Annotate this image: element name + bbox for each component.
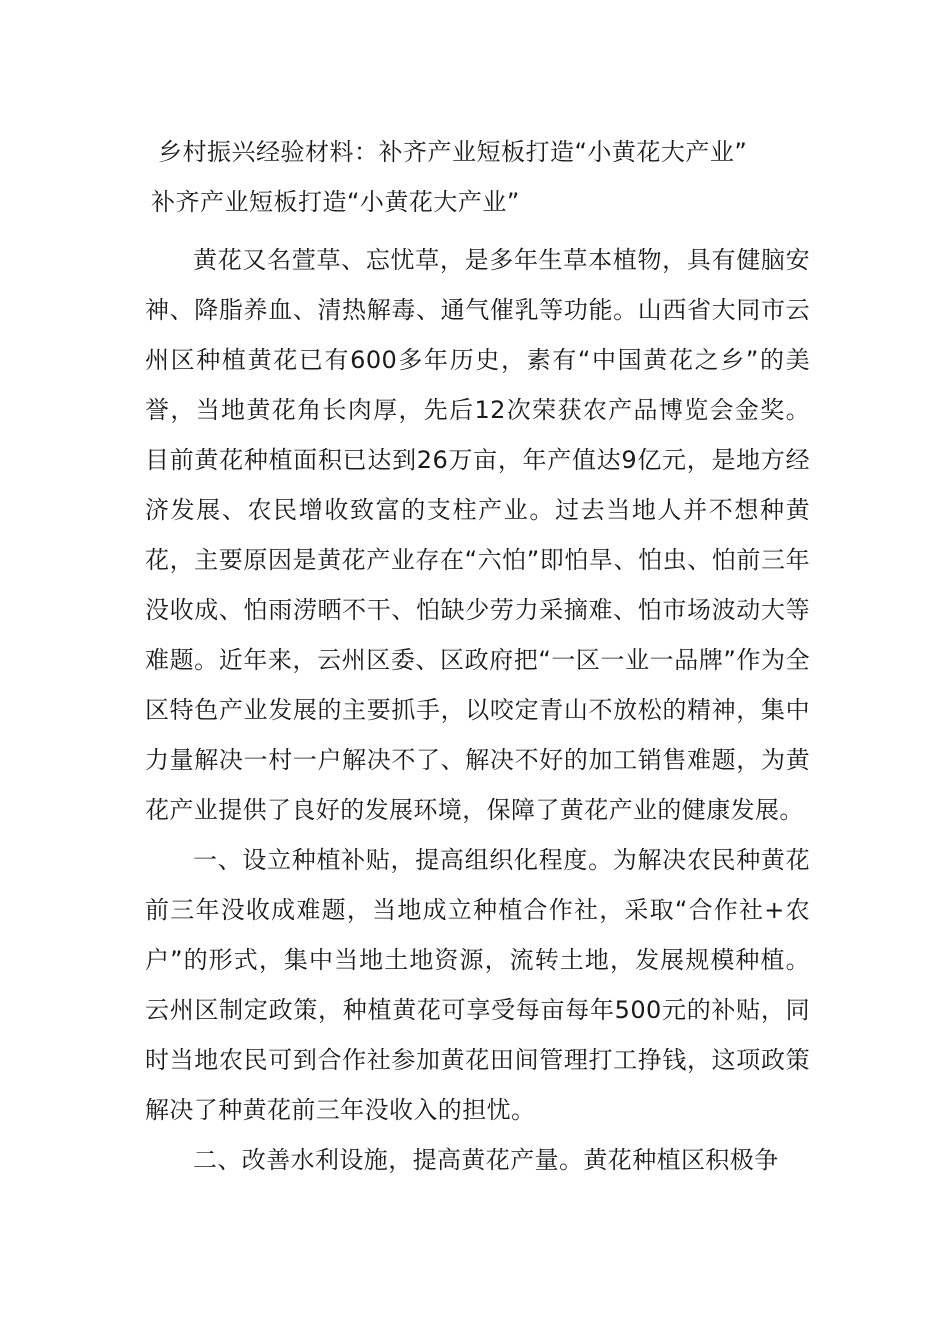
document-body	[145, 235, 810, 1185]
document-title: 乡村振兴经验材料：补齐产业短板打造“小黄花大产业”	[158, 138, 748, 166]
paragraph-section-2: 二、改善水利设施，提高黄花产量。黄花种植区积极争	[193, 1146, 779, 1174]
paragraph-section-1: 一、设立种植补贴，提高组织化程度。为解决农民种黄花前三年没收成难题，当地成立种植合作社，采取“合作社+农户”的形式，集中当地土地资源，流转土地，发展规模种植。云州区制定政策，种植黄花可享受每亩每年500元的补贴，同时当地农民可到合作社参加黄花田间管理打工挣钱，这项政策解决了种黄花前三年没收入的担忧。	[145, 846, 810, 1124]
document-subtitle: 补齐产业短板打造“小黄花大产业”	[151, 188, 520, 216]
paragraph-intro: 黄花又名萱草、忘忧草，是多年生草本植物，具有健脑安神、降脂养血、清热解毒、通气催乳等功能。山西省大同市云州区种植黄花已有600多年历史，素有“中国黄花之乡”的美誉，当地黄花角长肉厚，先后12次荣获农产品博览会金奖。目前黄花种植面积已达到26万亩，年产值达9亿元，是地方经济发展、农民增收致富的支柱产业。过去当地人并不想种黄花，主要原因是黄花产业存在“六怕”即怕旱、怕虫、怕前三年没收成、怕雨涝晒不干、怕缺少劳力采摘难、怕市场波动大等难题。近年来，云州区委、区政府把“一区一业一品牌”作为全区特色产业发展的主要抓手，以咬定青山不放松的精神，集中力量解决一村一户解决不了、解决不好的加工销售难题，为黄花产业提供了良好的发展环境，保障了黄花产业的健康发展。	[145, 246, 810, 824]
